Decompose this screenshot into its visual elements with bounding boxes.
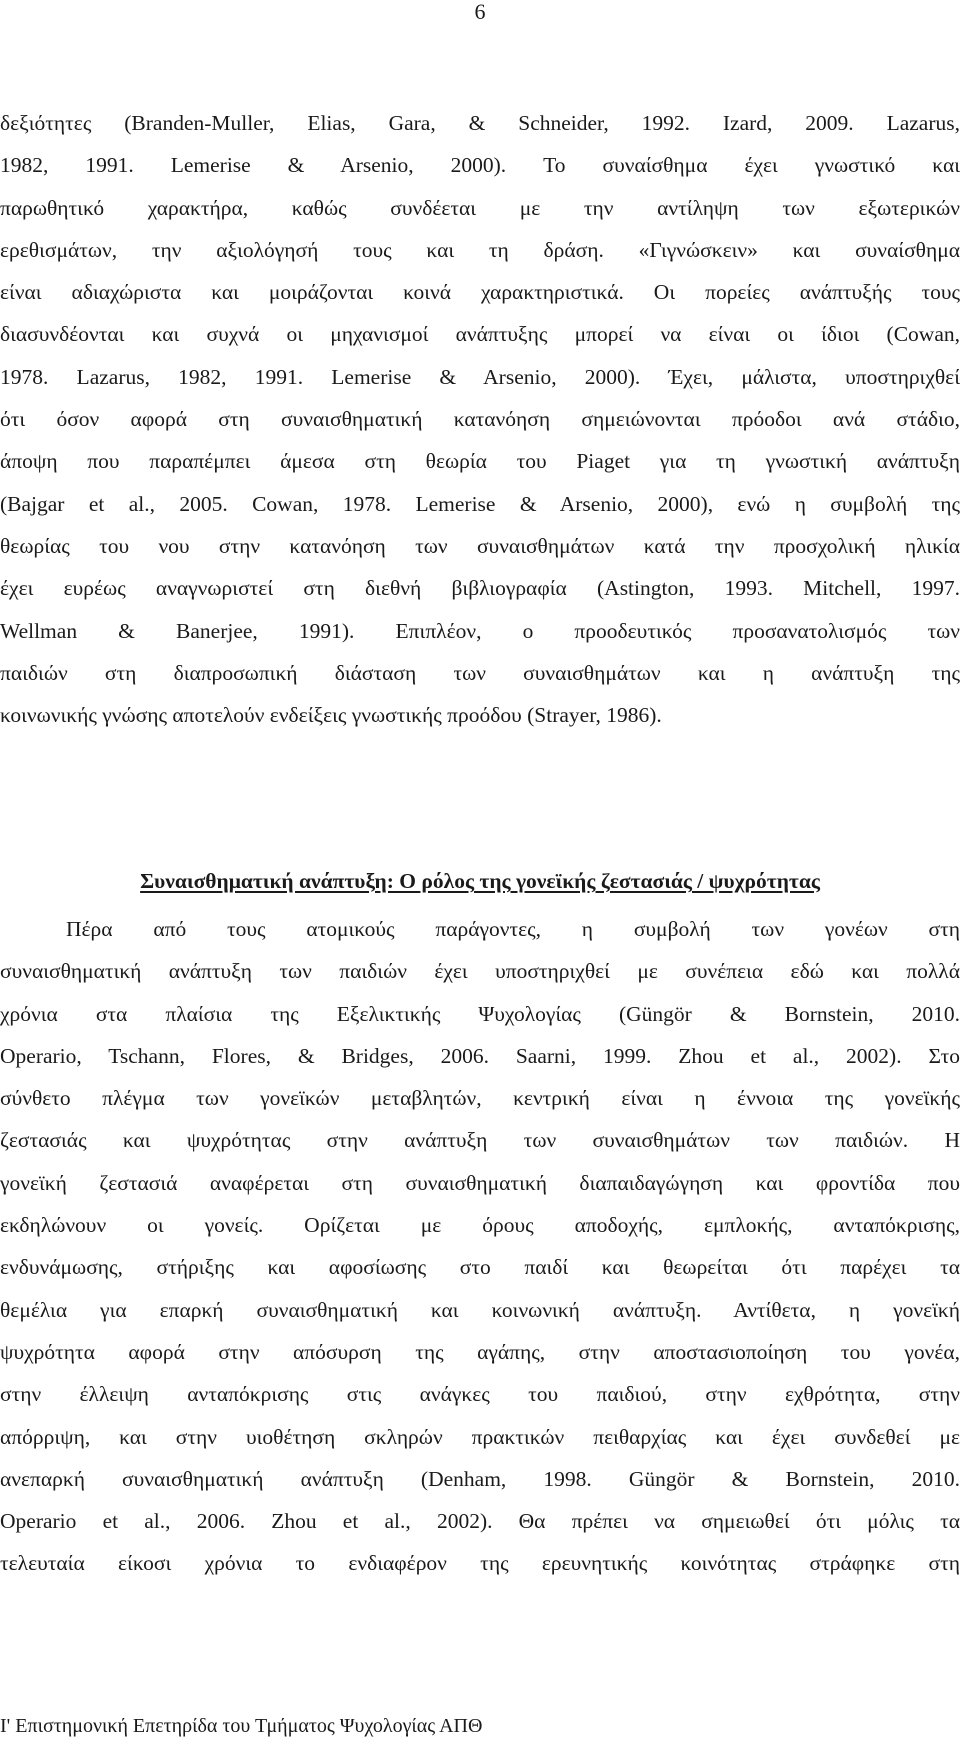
text-line: διασυνδέονται και συχνά οι μηχανισμοί ανάπτυξης μπορεί να είναι οι ίδιοι (Cowan, (0, 322, 960, 347)
text-line: άποψη που παραπέμπει άμεσα στη θεωρία του Piaget για τη γνωστική ανάπτυξη (0, 449, 960, 474)
text-line: θεωρίας του νου στην κατανόηση των συναισθημάτων κατά την προσχολική ηλικία (0, 533, 960, 558)
text-line: στην έλλειψη ανταπόκρισης στις ανάγκες του παιδιού, στην εχθρότητα, στην (0, 1382, 960, 1407)
text-line: έχει ευρέως αναγνωριστεί στη διεθνή βιβλιογραφία (Astington, 1993. Mitchell, 1997. (0, 576, 960, 601)
text-line: ενδυνάμωσης, στήριξης και αφοσίωσης στο παιδί και θεωρείται ότι παρέχει τα (0, 1255, 960, 1280)
text-line: χρόνια στα πλαίσια της Εξελικτικής Ψυχολογίας (Güngör & Bornstein, 2010. (0, 1001, 960, 1026)
text-line: γονεϊκή ζεστασιά αναφέρεται στη συναισθηματική διαπαιδαγώγηση και φροντίδα που (0, 1170, 960, 1195)
section-heading (0, 866, 960, 896)
text-line: ζεστασιάς και ψυχρότητας στην ανάπτυξη των συναισθημάτων των παιδιών. Η (0, 1128, 960, 1153)
text-line: κοινωνικής γνώσης αποτελούν ενδείξεις γνωστικής προόδου (Strayer, 1986). (0, 703, 662, 728)
text-line: 1978. Lazarus, 1982, 1991. Lemerise & Arsenio, 2000). Έχει, μάλιστα, υποστηριχθεί (0, 364, 960, 389)
text-line: ψυχρότητα αφορά στην απόσυρση της αγάπης, στην αποστασιοποίηση του γονέα, (0, 1339, 960, 1364)
text-line: παιδιών στη διαπροσωπική διάσταση των συναισθημάτων και η ανάπτυξη της (0, 660, 960, 685)
text-line: δεξιότητες (Branden-Muller, Elias, Gara, & Schneider, 1992. Izard, 2009. Lazarus, (0, 111, 960, 135)
text-line: παρωθητικό χαρακτήρα, καθώς συνδέεται με την αντίληψη των εξωτερικών (0, 195, 960, 220)
text-line: Πέρα από τους ατομικούς παράγοντες, η συμβολή των γονέων στη (66, 917, 960, 941)
text-line: εκδηλώνουν οι γονείς. Ορίζεται με όρους αποδοχής, εμπλοκής, ανταπόκρισης, (0, 1213, 960, 1238)
text-line: ότι όσον αφορά στη συναισθηματική κατανόηση σημειώνονται πρόοδοι ανά στάδιο, (0, 407, 960, 432)
text-line: ανεπαρκή συναισθηματική ανάπτυξη (Denham, 1998. Güngör & Bornstein, 2010. (0, 1466, 960, 1491)
text-line: θεμέλια για επαρκή συναισθηματική και κοινωνική ανάπτυξη. Αντίθετα, η γονεϊκή (0, 1297, 960, 1322)
text-line: 1982, 1991. Lemerise & Arsenio, 2000). Το συναίσθημα έχει γνωστικό και (0, 153, 960, 178)
journal-footer: Ι' Επιστημονική Επετηρίδα του Τμήματος Ψυχολογίας ΑΠΘ (0, 1715, 483, 1737)
text-line: απόρριψη, και στην υιοθέτηση σκληρών πρακτικών πειθαρχίας και έχει συνδεθεί με (0, 1424, 960, 1449)
text-line: Operario et al., 2006. Zhou et al., 2002). Θα πρέπει να σημειωθεί ότι μόλις τα (0, 1509, 960, 1534)
section-heading-text: Συναισθηματική ανάπτυξη: Ο ρόλος της γονεϊκής ζεστασιάς / ψυχρότητας (140, 869, 820, 893)
paragraph-2 (0, 908, 960, 1585)
text-line: συναισθηματική ανάπτυξη των παιδιών έχει υποστηριχθεί με συνέπεια εδώ και πολλά (0, 959, 960, 984)
text-line: Wellman & Banerjee, 1991). Επιπλέον, ο προοδευτικός προσανατολισμός των (0, 618, 960, 643)
text-line: ερεθισμάτων, την αξιολόγησή τους και τη δράση. «Γιγνώσκειν» και συναίσθημα (0, 237, 960, 262)
text-line: τελευταία είκοσι χρόνια το ενδιαφέρον της ερευνητικής κοινότητας στράφηκε στη (0, 1551, 960, 1576)
paragraph-1 (0, 102, 960, 736)
text-line: είναι αδιαχώριστα και μοιράζονται κοινά χαρακτηριστικά. Οι πορείες ανάπτυξής τους (0, 280, 960, 305)
text-line: Operario, Tschann, Flores, & Bridges, 2006. Saarni, 1999. Zhou et al., 2002). Στο (0, 1043, 960, 1068)
text-line: σύνθετο πλέγμα των γονεϊκών μεταβλητών, κεντρική είναι η έννοια της γονεϊκής (0, 1086, 960, 1111)
text-line: (Bajgar et al., 2005. Cowan, 1978. Lemerise & Arsenio, 2000), ενώ η συμβολή της (0, 491, 960, 516)
page-number: 6 (474, 0, 486, 24)
